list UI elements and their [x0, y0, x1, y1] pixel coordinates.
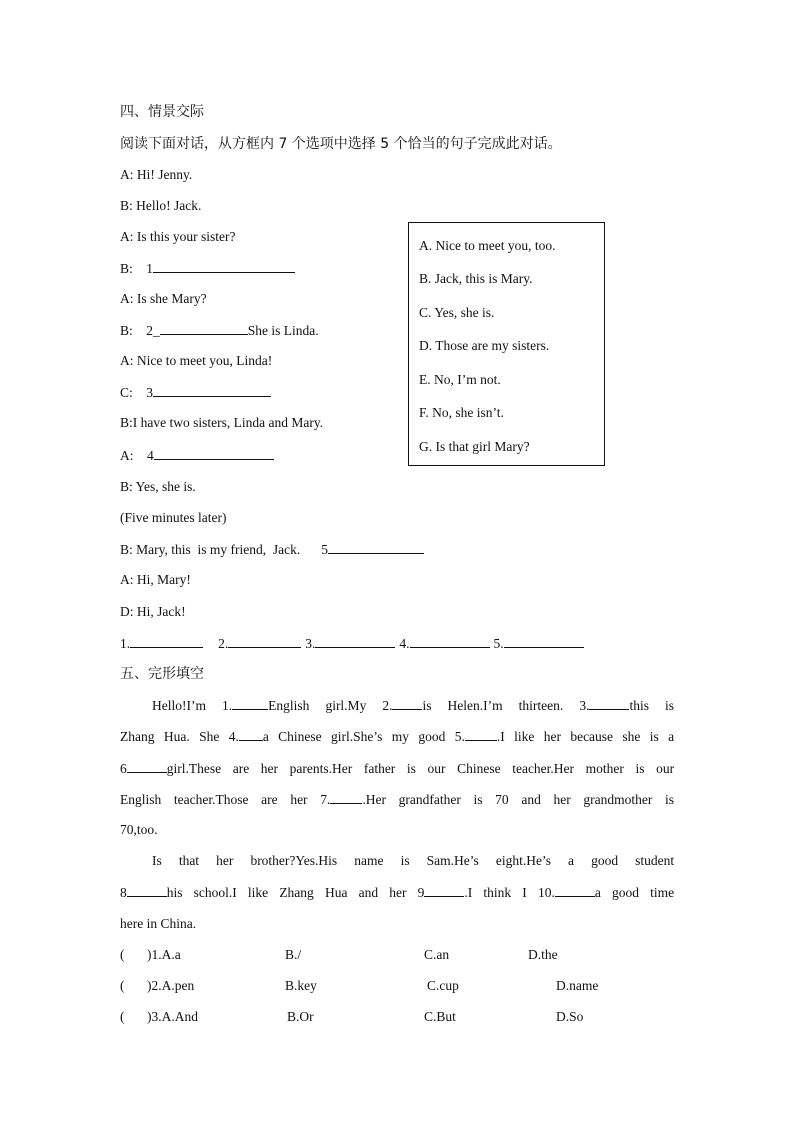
answer-blank[interactable]: [153, 259, 295, 273]
dialogue-line: B: Hello! Jack.: [120, 198, 202, 213]
choice-b[interactable]: B./: [285, 947, 302, 962]
answer-blank[interactable]: [424, 883, 464, 897]
dialogue-speaker: C: 3: [120, 385, 154, 400]
option-item: G. Is that girl Mary?: [419, 439, 530, 454]
option-item: C. Yes, she is.: [419, 305, 495, 320]
cloze-line: 70,too.: [120, 822, 158, 837]
option-item: A. Nice to meet you, too.: [419, 238, 556, 253]
section-heading-4: 四、情景交际: [120, 104, 204, 120]
answer-blank[interactable]: [154, 446, 274, 460]
answer-blank[interactable]: [160, 321, 248, 335]
answer-blank[interactable]: [555, 883, 595, 897]
dialogue-line: A: Hi, Mary!: [120, 572, 191, 587]
dialogue-line-blank-5: [120, 540, 424, 559]
dialogue-speaker: A: 4: [120, 448, 154, 463]
dialogue-text: She is Linda.: [247, 323, 319, 338]
answer-blank[interactable]: [315, 634, 395, 648]
answer-blank[interactable]: [392, 696, 422, 710]
dialogue-line: D: Hi, Jack!: [120, 604, 186, 619]
answer-row: [120, 634, 584, 653]
answer-blank[interactable]: [127, 883, 167, 897]
option-item: B. Jack, this is Mary.: [419, 271, 533, 286]
dialogue-speaker: B: 1: [120, 261, 154, 276]
choice-d[interactable]: D.the: [528, 947, 558, 962]
cloze-line: here in China.: [120, 916, 197, 931]
answer-label: 4.: [399, 636, 410, 651]
dialogue-line-blank-2: [120, 321, 319, 340]
answer-blank[interactable]: [410, 634, 490, 648]
answer-blank[interactable]: [153, 383, 271, 397]
choice-a[interactable]: )3.A.And: [147, 1009, 198, 1024]
answer-blank[interactable]: [130, 634, 203, 648]
dialogue-line-blank-4: [120, 446, 274, 465]
answer-label: 5.: [493, 636, 504, 651]
cloze-line: English teacher.Those are her 7. .Her grandfather is 70 and her grandmother is: [120, 792, 675, 807]
dialogue-line-blank-3: [120, 383, 271, 402]
answer-blank[interactable]: [232, 696, 268, 710]
dialogue-line: B:I have two sisters, Linda and Mary.: [120, 415, 324, 430]
cloze-line: Is that her brother?Yes.His name is Sam.He’s eight.He’s a good student: [152, 853, 675, 868]
dialogue-line: B: Yes, she is.: [120, 479, 196, 494]
answer-blank[interactable]: [589, 696, 629, 710]
answer-blank[interactable]: [330, 790, 362, 804]
cloze-line: Zhang Hua. She 4. a Chinese girl.She’s my good 5. .I like her because she is a: [120, 729, 675, 744]
choice-b[interactable]: B.Or: [287, 1009, 314, 1024]
answer-blank[interactable]: [465, 727, 497, 741]
dialogue-speaker: B: 2_: [120, 323, 160, 338]
option-item: F. No, she isn’t.: [419, 405, 504, 420]
answer-blank[interactable]: [504, 634, 584, 648]
dialogue-line: A: Is this your sister?: [120, 229, 236, 244]
dialogue-text: B: Mary, this is my friend, Jack.: [120, 542, 301, 557]
dialogue-number: 5: [321, 542, 328, 557]
instruction-text: 阅读下面对话，从方框内 7 个选项中选择 5 个恰当的句子完成此对话。: [120, 136, 562, 152]
cloze-line: 8 his school.I like Zhang Hua and her 9 .I think I 10. a good time: [120, 885, 675, 900]
choice-c[interactable]: C.cup: [427, 978, 459, 993]
choice-a[interactable]: )2.A.pen: [147, 978, 195, 993]
section-heading-5: 五、完形填空: [120, 666, 204, 682]
answer-blank[interactable]: [127, 759, 167, 773]
dialogue-line: A: Is she Mary?: [120, 291, 207, 306]
answer-label: 1.: [120, 636, 131, 651]
answer-label: 2.: [218, 636, 229, 651]
cloze-line: 6 girl.These are her parents.Her father is our Chinese teacher.Her mother is our: [120, 761, 675, 776]
choice-c[interactable]: C.an: [424, 947, 450, 962]
dialogue-line: A: Nice to meet you, Linda!: [120, 353, 273, 368]
answer-blank[interactable]: [328, 540, 424, 554]
choice-c[interactable]: C.But: [424, 1009, 456, 1024]
dialogue-line: (Five minutes later): [120, 510, 227, 525]
dialogue-line: A: Hi! Jenny.: [120, 167, 193, 182]
answer-blank[interactable]: [228, 634, 301, 648]
dialogue-line-blank-1: [120, 259, 295, 278]
choice-b[interactable]: B.key: [285, 978, 317, 993]
choice-a[interactable]: )1.A.a: [147, 947, 181, 962]
answer-blank[interactable]: [239, 727, 263, 741]
answer-label: 3.: [305, 636, 316, 651]
cloze-line: Hello!I’m 1. English girl.My 2. is Helen.I’m thirteen. 3. this is: [152, 698, 674, 713]
option-item: E. No, I’m not.: [419, 372, 501, 387]
option-item: D. Those are my sisters.: [419, 338, 550, 353]
options-box: [408, 222, 605, 466]
choice-d[interactable]: D.So: [556, 1009, 584, 1024]
choice-d[interactable]: D.name: [556, 978, 599, 993]
